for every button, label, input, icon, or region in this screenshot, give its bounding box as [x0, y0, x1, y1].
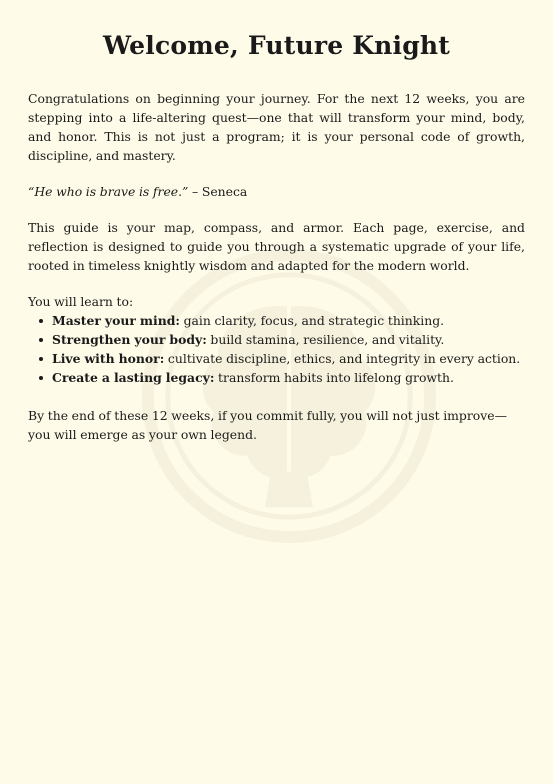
guide-paragraph: This guide is your map, compass, and armor. Each page, exercise, and reflection is designed to guide you through a systematic upgrade of your life, rooted in timeless knightly wisdom and adapted for the modern world.	[28, 220, 525, 273]
list-item-label: Live with honor:	[52, 351, 165, 366]
learn-intro: You will learn to:	[28, 294, 134, 309]
quote-line	[28, 182, 525, 201]
list-item-label: Master your mind:	[52, 313, 180, 328]
quote-text: “He who is brave is free.”	[28, 184, 189, 199]
list-item-text: transform habits into lifelong growth.	[214, 370, 454, 385]
list-item	[52, 311, 525, 330]
list-item-label: Strengthen your body:	[52, 332, 207, 347]
list-item-text: build stamina, resilience, and vitality.	[206, 332, 445, 347]
page-title: Welcome, Future Knight	[102, 31, 451, 60]
quote-attribution: – Seneca	[188, 184, 248, 199]
list-item-label: Create a lasting legacy:	[52, 370, 215, 385]
list-item	[52, 368, 525, 387]
intro-paragraph: Congratulations on beginning your journey. For the next 12 weeks, you are stepping into a life-altering quest—one that will transform your mind, body, and honor. This is not just a program; it is your personal code of growth, discipline, and mastery.	[28, 91, 525, 163]
closing-paragraph: By the end of these 12 weeks, if you commit fully, you will not just improve—you will emerge as your own legend.	[28, 408, 507, 442]
list-item	[52, 349, 525, 368]
list-item-text: cultivate discipline, ethics, and integrity in every action.	[164, 351, 521, 366]
learn-list	[28, 311, 525, 387]
list-item	[52, 330, 525, 349]
list-item-text: gain clarity, focus, and strategic thinking.	[179, 313, 445, 328]
